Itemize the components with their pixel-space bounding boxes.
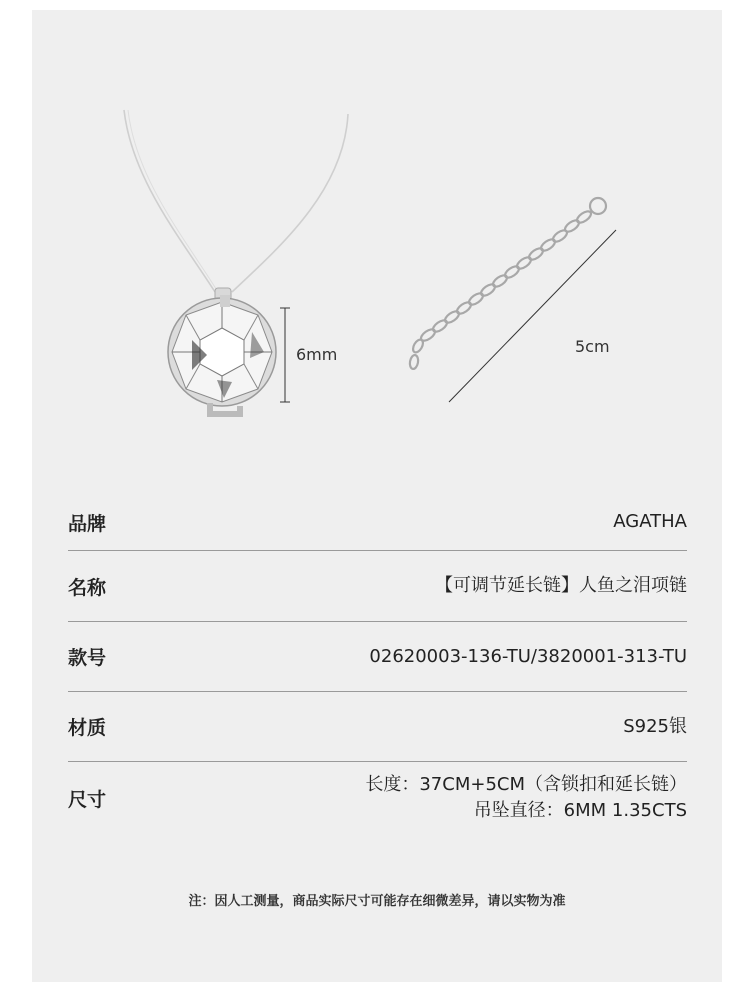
- spec-label: 款号: [68, 647, 107, 669]
- product-illustration: [32, 10, 722, 480]
- spec-label: 尺寸: [68, 788, 107, 811]
- spec-value: 长度：37CM+5CM（含锁扣和延长链） 吊坠直径：6MM 1.35CTS: [365, 774, 687, 821]
- spec-value: AGATHA: [613, 511, 687, 532]
- spec-table: [68, 494, 687, 834]
- spec-value: 【可调节延长链】人鱼之泪项链: [435, 575, 687, 596]
- necklace-thread: [124, 110, 348, 292]
- extension-dimension-line: [449, 230, 616, 402]
- spec-row-brand: [68, 494, 687, 551]
- extension-length-label: 5cm: [575, 337, 610, 356]
- diamond-pendant: [168, 295, 276, 414]
- spec-value: S925银: [623, 715, 687, 737]
- spec-row-name: [68, 551, 687, 622]
- product-info-panel: [32, 10, 722, 982]
- spec-label: 材质: [68, 717, 107, 739]
- pendant-size-label: 6mm: [296, 345, 338, 364]
- measurement-note: 注：因人工测量，商品实际尺寸可能存在细微差异，请以实物为准: [188, 894, 566, 909]
- spec-value: 02620003-136-TU/3820001-313-TU: [369, 645, 687, 667]
- spec-label: 品牌: [68, 512, 107, 535]
- pendant-dimension-bracket: [280, 308, 290, 402]
- spec-row-size: [68, 762, 687, 834]
- spec-row-style-number: [68, 622, 687, 692]
- spec-label: 名称: [68, 576, 107, 599]
- spec-row-material: [68, 692, 687, 762]
